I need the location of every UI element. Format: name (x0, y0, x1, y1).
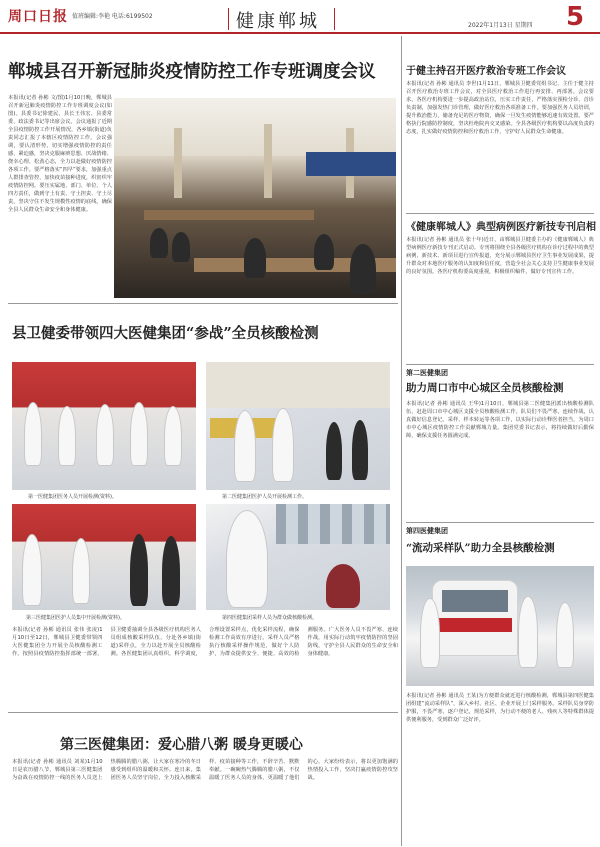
resident (326, 564, 360, 608)
medic (24, 402, 42, 466)
resident (352, 420, 368, 480)
conference-table (144, 210, 314, 220)
mid-body: 本报讯(记者 孙彬 通讯员 张伟 张凌)1月10日至12日，郸城县卫健委带领四大医健集团全力开展全员核酸检测工作。按照县疫情防控指挥部统一部署，县卫健委抽调全县各级医疗机构医务人员组成核酸采样队伍，分赴各乡镇(街道)采样点，全力以赴开展全员核酸检测。各医健集团认真组织，科学调度，合理设置采样点，优化采样流程，确保检测工作高效有序进行。采样人员严格执行核酸采样操作规范，做好个人防护，为群众提供安全、便捷、高效的检测服务。广大医务人员不畏严寒、连续作战，用实际行动筑牢疫情防控的坚固防线，守护全县人民群众的生命安全和身体健康。 (12, 627, 398, 657)
lead-headline: 郸城县召开新冠肺炎疫情防控工作专班调度会议 (8, 62, 376, 82)
resident (162, 536, 180, 606)
bottom-headline: 第三医健集团：爱心腊八粥 暖身更暖心 (60, 737, 303, 753)
attendee (314, 234, 334, 270)
meeting-screen (306, 152, 396, 176)
editor-info: 值班编辑:李艳 电话:6199502 (72, 13, 153, 20)
medic (130, 402, 148, 466)
photo-caption-1: 第一医健集团医务人员开展检测(资料)。 (28, 494, 117, 500)
medic (58, 406, 76, 466)
resident (326, 422, 342, 480)
section-title: 健康郸城 (236, 11, 320, 32)
medic (96, 404, 114, 466)
medic (420, 598, 440, 668)
bottom-body: 本报讯(记者 孙彬 通讯员 刘某)1月10日是农历腊八节，郸城县第三医健集团为奋战在疫情防控一线的医务人员送上热腾腾的腊八粥，让大家在寒冷的冬日感受到组织的温暖和关怀。连日来，集团医务人员坚守岗位，全力投入核酸采样、疫苗接种等工作，不辞辛苦、默默奉献。一碗碗热气腾腾的腊八粥，不仅温暖了医务人员的身体，更温暖了他们的心。大家纷纷表示，将以更加饱满的热情投入工作，坚决打赢疫情防控攻坚战。 (12, 759, 398, 781)
photo-caption-3: 第三医健集团医护人员集中开展检测(资料)。 (26, 615, 125, 621)
group4-label: 第四医健集团 (406, 527, 448, 535)
right1-body: 本报讯(记者 孙彬 通讯员 李世)1月11日，郸城县卫健委党组书记、主任于健主持召开医疗救治专班工作会议，对全县医疗救治工作进行再安排、再部署。会议要求，各医疗机构要进一步提高政治站位，压实工作责任，严格落实预检分诊、首诊负责制，加强发热门诊管理，做好医疗救治各项准备工作。要加强医务人员培训，提升救治能力，储备充足的医疗物资，确保一旦发生疫情能够迅速有效处置。要严格执行院感防控制度，坚决杜绝院内交叉感染。全县各级医疗机构要以高度负责的态度，扎实做好疫情防控和医疗救治工作，守护好人民群众生命健康。 (406, 81, 594, 135)
attendee (350, 244, 376, 294)
windshield (442, 590, 508, 612)
divider (8, 712, 398, 713)
medic (234, 410, 256, 482)
attendee (172, 232, 190, 262)
right1-headline: 于健主持召开医疗救治专班工作会议 (406, 66, 566, 77)
medic (556, 602, 574, 668)
photo-caption-4: 第四医健集团采样人员为群众做核酸检测。 (222, 615, 318, 621)
photo-group2 (206, 362, 390, 490)
group2-headline: 助力周口市中心城区全员核酸检测 (406, 382, 564, 394)
divider (228, 8, 229, 30)
divider (334, 8, 335, 30)
group4-body: 本报讯(记者 孙彬 通讯员 王某)为方便群众就近进行核酸检测，郸城县第四医健集团组建“流动采样队”，深入乡村、社区、企业开展上门采样服务。采样队员身穿防护服，不畏严寒，逐户登记，规范采样，为行动不便的老人、残疾人等特殊群体提供便利服务，受到群众广泛好评。 (406, 693, 594, 723)
medic (22, 534, 42, 606)
masthead (0, 0, 600, 34)
meeting-photo (114, 98, 396, 298)
photo-group3 (12, 504, 196, 610)
right2-body: 本报讯(记者 孙彬 通讯员 张十年)近日，由郸城县卫健委主办的《健康郸城人》典型病例医疗新技专刊正式启动。专刊将围绕全县各级医疗机构在诊疗过程中的典型病例、新技术、新项目进行宣传报道，充分展示郸城县医疗卫生事业发展成果，提升群众对本地医疗服务的认知度和信任度，营造全社会关心支持卫生健康事业发展的良好氛围。各医疗机构要高度重视，积极组织稿件，做好专刊宣传工作。 (406, 237, 594, 275)
divider (8, 303, 398, 304)
group2-body: 本报讯(记者 孙彬 通讯员 王华)1月10日，郸城县第二医健集团派出核酸检测队伍，赶赴周口市中心城区支援全员核酸检测工作。队员们不畏严寒，连续作战，认真做好信息登记、采样、样本转运等各项工作，以实际行动诠释医者担当，为周口市中心城区疫情防控工作贡献郸城力量。集团党委书记表示，将持续做好后勤保障，确保支援任务圆满完成。 (406, 401, 594, 439)
medic (272, 408, 294, 482)
medic (518, 596, 538, 668)
medic (226, 510, 268, 608)
right2-headline: 《健康郸城人》典型病例医疗新技专刊启相 (406, 222, 596, 233)
windows (276, 504, 390, 544)
issue-date: 2022年1月13日 星期四 (468, 22, 533, 29)
column (264, 124, 272, 198)
divider (406, 364, 594, 365)
page-number: 5 (566, 2, 585, 32)
ambulance-photo (406, 566, 594, 686)
column (174, 128, 182, 198)
photo-caption-2: 第二医健集团医护人员开展检测工作。 (222, 494, 308, 500)
building (206, 362, 390, 408)
lead-body: 本报讯(记者 孙彬 文/图)1月10日晚，郸城县召开新冠肺炎疫情防控工作专班调度会议(如图)。县委书记徐建民、县长王伟宏、县委常委、政法委书记等出席会议。会议通报了近期全县疫情防控工作开展情况，各乡镇(街道)负责同志汇报了本辖区疫情防控工作。会议强调，要认清形势，切实增强疫情防控的责任感、紧迫感，坚决克服麻痹思想、厌战情绪、侥幸心理、松劲心态，全力以赴做好疫情防控各项工作。要严格落实“四早”要求，加强重点人群排查管控，加快疫苗接种进度，织密织牢疫情防控网。要压实属地、部门、单位、个人四方责任，做到守土有责、守土担责、守土尽责，坚决守住不发生规模性疫情的底线，确保全县人民群众生命安全和身体健康。 (8, 95, 112, 213)
column-rule (401, 36, 402, 846)
attendee (244, 238, 266, 278)
group2-label: 第二医健集团 (406, 369, 448, 377)
group4-headline: “流动采样队”助力全县核酸检测 (406, 542, 555, 554)
divider (406, 522, 594, 523)
medic (164, 406, 182, 466)
photo-group1 (12, 362, 196, 490)
photo-group4 (206, 504, 390, 610)
resident (130, 534, 148, 606)
mid-headline: 县卫健委带领四大医健集团“参战”全员核酸检测 (12, 325, 319, 342)
red-banner (436, 618, 512, 632)
divider (406, 213, 594, 214)
attendee (150, 228, 168, 258)
medic (72, 538, 90, 604)
newspaper-logo: 周口日报 (8, 9, 68, 25)
